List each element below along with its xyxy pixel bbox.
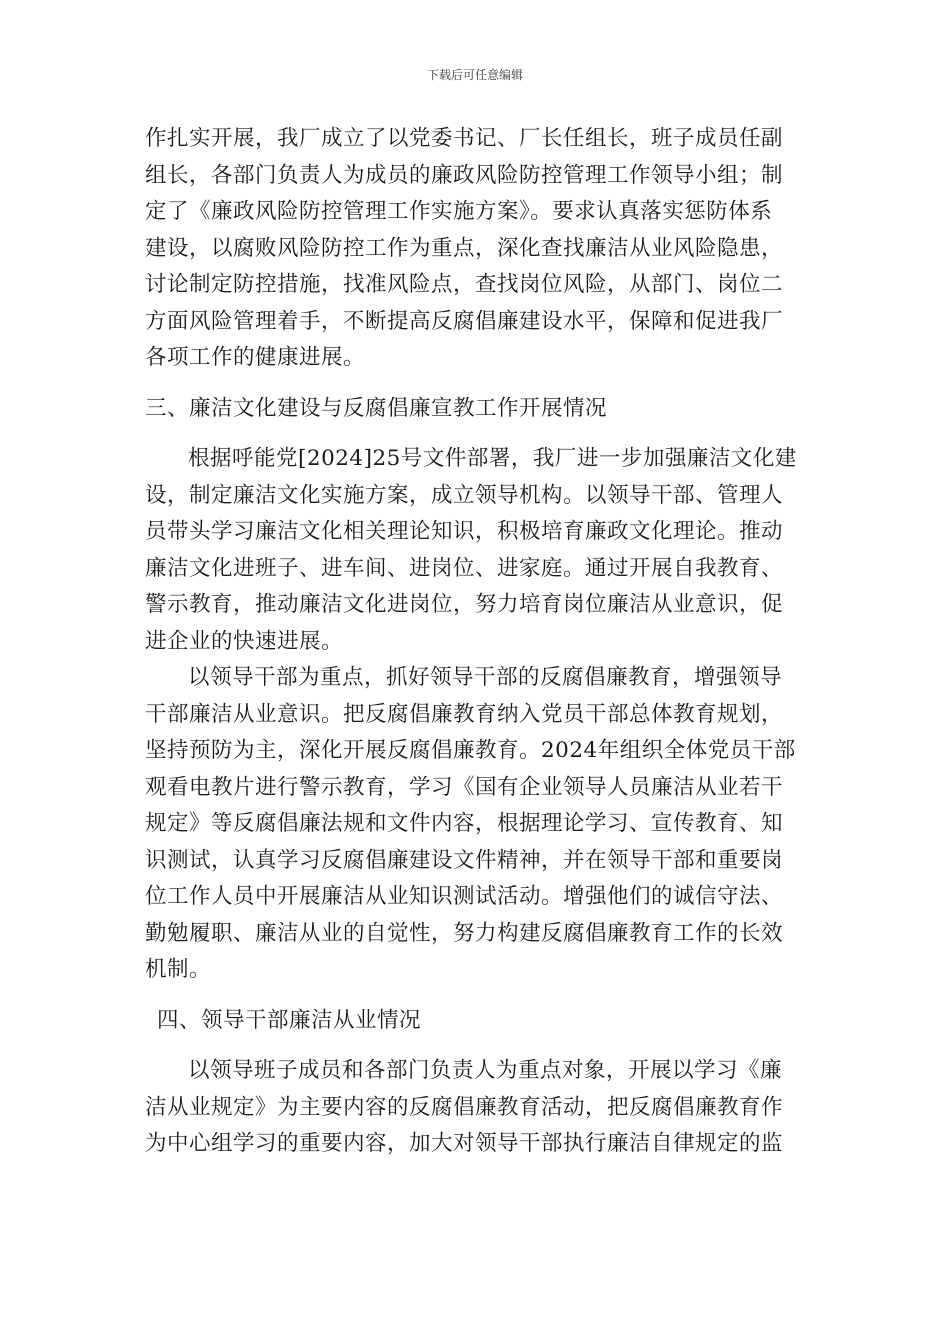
text-line: 机制。 xyxy=(145,957,212,982)
text-line: 洁从业规定》为主要内容的反腐倡廉教育活动，把反腐倡廉教育作 xyxy=(145,1094,784,1120)
text-line: 方面风险管理着手，不断提高反腐倡廉建设水平，保障和促进我厂 xyxy=(145,308,784,334)
text-line: 以领导班子成员和各部门负责人为重点对象，开展以学习《廉 xyxy=(188,1058,783,1083)
section3-paragraph-1 xyxy=(145,441,807,660)
text-line: 以领导干部为重点，抓好领导干部的反腐倡廉教育，增强领导 xyxy=(188,665,783,690)
page-header: 下载后可任意编辑 xyxy=(426,68,523,82)
text-line: 观看电教片进行警示教育，学习《国有企业领导人员廉洁从业若干 xyxy=(145,774,784,800)
text-line: 设，制定廉洁文化实施方案，成立领导机构。以领导干部、管理人 xyxy=(145,482,784,508)
text-line: 讨论制定防控措施，找准风险点，查找岗位风险，从部门、岗位二 xyxy=(145,272,784,297)
section-heading-4: 四、领导干部廉洁从业情况 xyxy=(157,1007,422,1033)
text-line: 员带头学习廉洁文化相关理论知识，积极培育廉政文化理论。推动 xyxy=(145,519,784,544)
text-line: 为中心组学习的重要内容，加大对领导干部执行廉洁自律规定的监 xyxy=(145,1131,784,1156)
text-line: 廉洁文化进班子、进车间、进岗位、进家庭。通过开展自我教育、 xyxy=(145,555,784,581)
text-line: 作扎实开展，我厂成立了以党委书记、厂长任组长，班子成员任副 xyxy=(145,126,784,151)
text-line: 建设，以腐败风险防控工作为重点，深化查找廉洁从业风险隐患， xyxy=(145,235,784,261)
text-line: 位工作人员中开展廉洁从业知识测试活动。增强他们的诚信守法、 xyxy=(145,884,784,909)
text-line: 规定》等反腐倡廉法规和文件内容，根据理论学习、宣传教育、知 xyxy=(145,811,784,836)
text-line: 警示教育，推动廉洁文化进岗位，努力培育岗位廉洁从业意识，促 xyxy=(145,592,784,617)
section3-paragraph-2 xyxy=(145,660,807,989)
paragraph-continuation xyxy=(145,121,807,377)
text-line: 干部廉洁从业意识。把反腐倡廉教育纳入党员干部总体教育规划， xyxy=(145,701,784,727)
text-line: 勤勉履职、廉洁从业的自觉性，努力构建反腐倡廉教育工作的长效 xyxy=(145,920,784,946)
text-line: 各项工作的健康进展。 xyxy=(145,345,366,370)
text-line: 进企业的快速进展。 xyxy=(145,628,344,654)
document-body xyxy=(145,121,807,1163)
text-line: 定了《廉政风险防控管理工作实施方案》。要求认真落实惩防体系 xyxy=(145,199,773,224)
text-line: 根据呼能党[2024]25号文件部署，我厂进一步加强廉洁文化建 xyxy=(188,446,797,471)
text-line: 组长，各部门负责人为成员的廉政风险防控管理工作领导小组；制 xyxy=(145,162,784,188)
section-heading-3: 三、廉洁文化建设与反腐倡廉宣教工作开展情况 xyxy=(145,395,608,421)
text-line: 识测试，认真学习反腐倡廉建设文件精神，并在领导干部和重要岗 xyxy=(145,847,784,873)
section4-paragraph-1 xyxy=(145,1053,807,1163)
text-line: 坚持预防为主，深化开展反腐倡廉教育。2024年组织全体党员干部 xyxy=(145,738,796,763)
